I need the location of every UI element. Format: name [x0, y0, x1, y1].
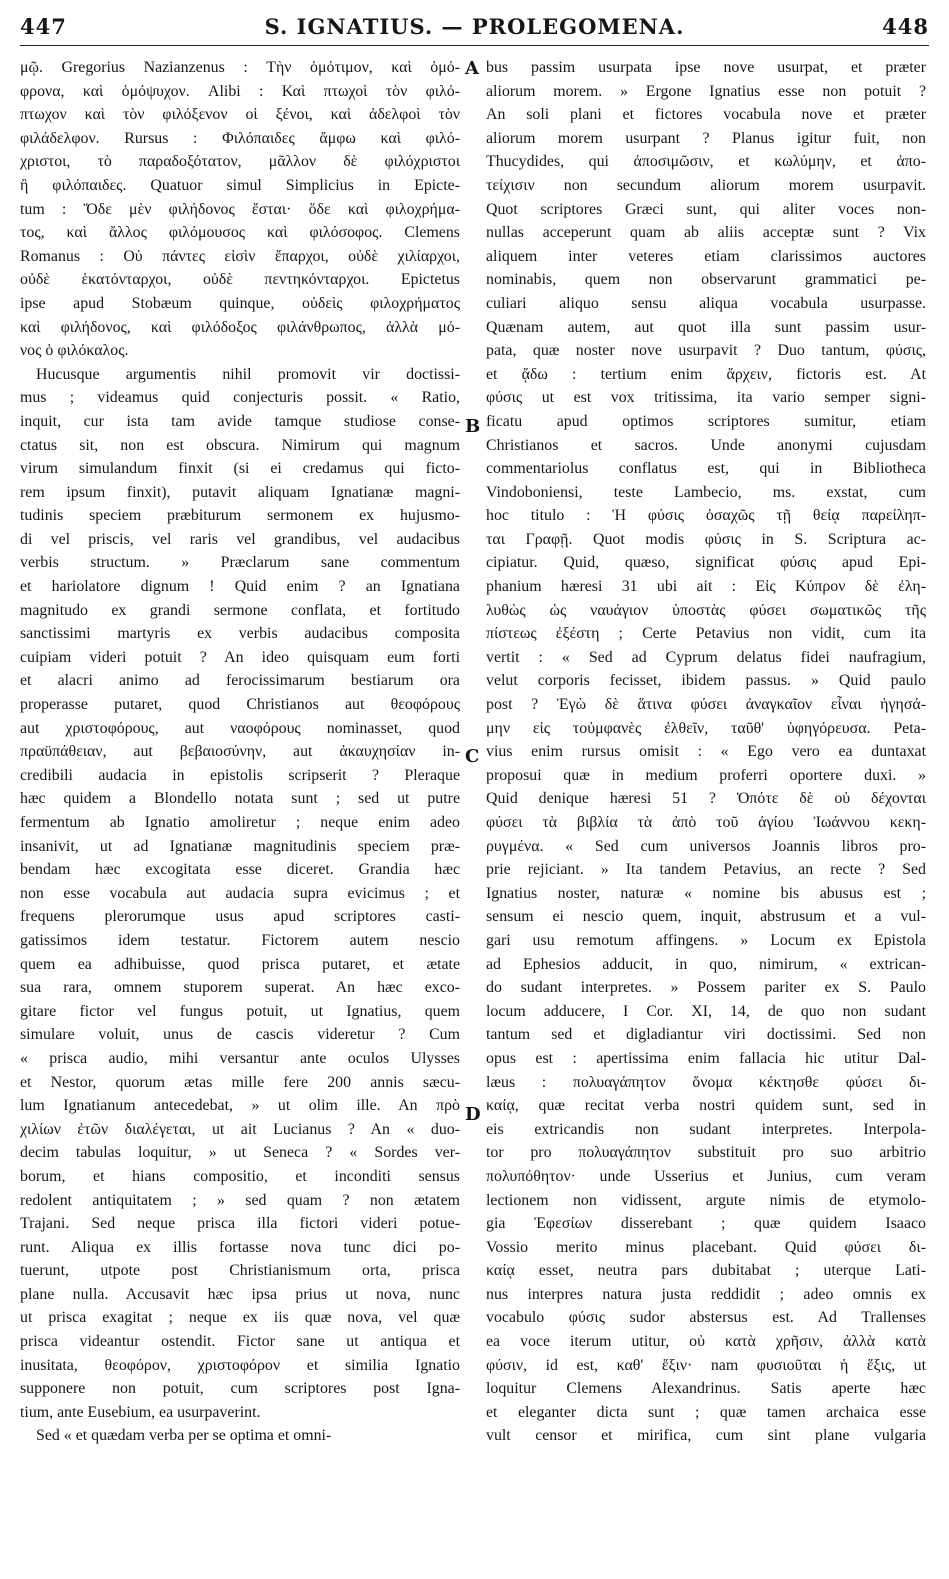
text-line: post ? Ἐγὼ δὲ ἅτινα φύσει ἀναγκαῖον εἶναι ἡγησά- — [486, 696, 926, 714]
text-line: vius enim rursus omisit : « Ego vero ea duntaxat — [486, 743, 926, 761]
text-line: non esse vocabula aut audacia supra evicimus ; et — [20, 884, 460, 902]
text-line: fermentum ab Ignatio amoliretur ; neque enim adeo — [20, 814, 460, 831]
text-line: prisca videantur ostendit. Fictor sane ut antiqua et — [20, 1333, 460, 1351]
text-line: aut χριστοφόρους, aut ναοφόρους nominasset, quod — [20, 719, 460, 737]
text-line: lectionem non vidissent, argute nimis de etymolo- — [486, 1191, 926, 1209]
text-line: ἢ φιλόπαιδες. Quatuor simul Simplicius in Epicte- — [20, 176, 460, 194]
text-line: gia Ἐφεσίων disserebant ; quæ quidem Isaaco — [486, 1215, 926, 1233]
text-line: et alacri animo ad ferocissimarum bestiarum ora — [20, 672, 460, 690]
text-line: rem ipsum finxit), putavit aliquam Ignatianæ magni- — [20, 483, 460, 501]
text-line: Vindoboniensi, teste Lambecio, ms. exstat, cum — [486, 483, 926, 501]
text-line: Christianos et sacros. Unde anonymi cujusdam — [486, 436, 926, 454]
text-line: Quid denique hæresi 51 ? Ὁπότε δὲ οὐ δέχονται — [486, 790, 926, 808]
text-line: πτωχον καὶ τὸν φιλόξενον οἱ ξένοι, καὶ ἀδελφοὶ τὸν — [20, 106, 460, 124]
text-line: καίᾳ, quæ recitat verba nostri quidem sunt, sed in — [486, 1097, 926, 1115]
text-line: An soli plani et fictores vocabula nove et præter — [486, 106, 926, 124]
text-line: et eleganter dicta sunt ; quæ tamen archaica esse — [486, 1403, 926, 1421]
text-line: locum adducere, I Cor. XI, 14, de quo non sudant — [486, 1002, 926, 1020]
text-line: χιλίων ἐτῶν διαλέγεται, ut ait Lucianus ? An « duo- — [20, 1120, 460, 1138]
text-line: mus ; videamus quid conjecturis possit. « Ratio, — [20, 389, 460, 407]
text-line: φύσει τὰ βιβλία τὰ ἀπὸ τοῦ ἁγίου Ἰωάννου κεκη- — [486, 814, 926, 831]
text-line: et ᾄδω : tertium enim ἄρχειν, fictoris est. At — [486, 365, 926, 383]
text-line: cipiatur. Quid, quæso, significat φύσις apud Epi- — [486, 554, 926, 572]
text-line: eis extricandis non sudant interpretes. Interpola- — [486, 1120, 926, 1138]
text-line: et Nestor, quorum ætas mille fere 200 annis sæcu- — [20, 1073, 460, 1091]
text-line: bus passim usurpata ipse nove usurpat, et præter — [486, 59, 926, 76]
text-line: Thucydides, qui ἀποσιμῶσιν, et κωλύμην, et ἀπο- — [486, 153, 926, 171]
text-line: frequens plerorumque usus apud scriptores casti- — [20, 908, 460, 926]
text-line: borum, et hians compositio, et inconditi sensus — [20, 1167, 460, 1185]
text-line: loquitur Clemens Alexandrinus. Satis aperte hæc — [486, 1380, 926, 1398]
text-line: ρυγμένα. « Sed cum universos Joannis libros pro- — [486, 837, 926, 855]
text-line: hoc titulo : Ἡ φύσις ὁσαχῶς τῇ θείᾳ παρείληπ- — [486, 507, 926, 525]
text-line: ad Ephesios adducit, in quo, nimirum, « extrican- — [486, 955, 926, 973]
text-line: simulare voluit, unus de cascis videretur ? Cum — [20, 1026, 460, 1044]
text-line: Trajani. Sed neque prisca illa fictori videri potue- — [20, 1215, 460, 1233]
text-line: læus : πολυαγάπητον ὄνομα κέκτησθε φύσει δι- — [486, 1073, 926, 1091]
text-line: tor pro πολυαγάπητον substituit pro suo arbitrio — [486, 1144, 926, 1162]
text-line: gitare fictor vel fungus potuit, ut Ignatius, quem — [20, 1002, 460, 1020]
text-line: et hariolatore dignum ! Quid enim ? an Ignatiana — [20, 578, 460, 596]
running-title: S. IGNATIUS. — PROLEGOMENA. — [264, 14, 685, 39]
margin-marker-a: A — [465, 58, 479, 79]
text-line: vertit : « Sed ad Cyprum delatus fidei naufragium, — [486, 648, 926, 666]
text-line: decim tabulas loquitur, » ut Seneca ? « Sordes ver- — [20, 1144, 460, 1162]
text-line: inquit, cur ista tam avide tamque studiose conse- — [20, 412, 460, 430]
text-line: aliorum morem usurpant ? Planus igitur fuit, non — [486, 129, 926, 147]
text-line: φύσιν, id est, καθ' ἕξιν· nam φυσιοῦται ἡ ἕξις, ut — [486, 1356, 926, 1374]
text-line: ut prisca exagitat ; neque ex iis quæ nova, vel quæ — [20, 1309, 460, 1327]
text-line: prie rejiciant. » Ita tandem Petavius, an recte ? Sed — [486, 861, 926, 879]
text-line: Vossio merito minus placebant. Quid φύσει δι- — [486, 1238, 926, 1256]
text-line: plane nulla. Accusavit hæc ipsa prius ut nova, nunc — [20, 1285, 460, 1303]
text-line: tium, ante Eusebium, ea usurpaverint. — [20, 1403, 261, 1421]
text-line: aliorum morem. » Ergone Ignatius esse non potuit ? — [486, 82, 926, 100]
text-line: nominabis, quem non observarunt grammatici pe- — [486, 271, 926, 289]
text-line: ficatu apud optimos scriptores sumitur, etiam — [486, 412, 926, 430]
right-column — [486, 56, 926, 1448]
text-line: cuipiam videri potuit ? An ideo quisquam eum forti — [20, 648, 460, 666]
text-line: tuerunt, utpote post Christianismum orta, prisca — [20, 1262, 460, 1280]
text-line: καίᾳ esset, neutra pars dubitabat ; uterque Lati- — [486, 1262, 926, 1280]
page-number-left: 447 — [20, 14, 67, 39]
text-line: inusitata, θεοφόρον, χριστοφόρον et similia Ignatio — [20, 1356, 460, 1374]
text-line: di vel priscis, vel raris vel grandibus, vel audacibus — [20, 530, 460, 548]
text-line: pata, quæ noster nove usurpavit ? Duo tantum, φύσις, — [486, 342, 926, 360]
text-line: λυθὼς ὡς ναυάγιον ὑποστὰς φύσει σωματικῶς τῆς — [486, 601, 926, 619]
text-line: aliquem inter veteres etiam clarissimos auctores — [486, 247, 926, 265]
text-line: φύσις ut est vox tritissima, ita vario semper signi- — [486, 389, 926, 407]
text-line: Quot scriptores Græci sunt, qui aliter voces non- — [486, 200, 926, 218]
text-line: Quænam autem, aut quot illa sunt passim usur- — [486, 318, 926, 336]
text-line: πολυπόθητον· unde Usserius et Junius, cum veram — [486, 1167, 926, 1185]
text-line: ipse apud Stobæum quinque, οὐδεὶς φιλοχρήματος — [20, 294, 460, 312]
page-number-right: 448 — [882, 14, 929, 39]
text-line: ctatus sit, non est obscura. Nimirum qui magnum — [20, 436, 460, 454]
text-line: νος ὁ φιλόκαλος. — [20, 342, 129, 360]
text-line: Hucusque argumentis nihil promovit vir doctissi- — [36, 365, 460, 383]
text-line: proposui quæ in medium proferri oportere duxi. » — [486, 766, 926, 784]
text-line: culiari aliquo sensu aliqua vocabula usurpasse. — [486, 294, 926, 312]
text-line: insanivit, ut ad Ignatianæ magnitudinis speciem præ- — [20, 837, 460, 855]
text-line: tantum sed et digladiantur viri doctissimi. Sed non — [486, 1026, 926, 1044]
text-line: verbis structum. » Præclarum sane commentum — [20, 554, 460, 572]
text-line: μην εἰς τοὐμφανὲς ἐλθεῖν, ταῦθ' ὑφηγόρευσα. Peta- — [486, 719, 926, 737]
text-line: Romanus : Οὐ πάντες εἰσὶν ἔπαρχοι, οὐδὲ χιλίαρχοι, — [20, 247, 460, 265]
text-line: bendam hæc excogitata esse diceret. Grandia hæc — [20, 861, 460, 879]
text-line: redolent antiquitatem ; » sed quam ? non ætatem — [20, 1191, 460, 1209]
text-line: ται Γραφῇ. Quot modis φύσις in S. Scriptura ac- — [486, 530, 926, 548]
text-line: velut corporis fecisset, ibidem passus. » Quid paulo — [486, 672, 926, 690]
text-line: opus est : apertissima enim fallacia hic utitur Dal- — [486, 1049, 926, 1067]
text-line: properasse putaret, quod Christianos aut θεοφόρους — [20, 696, 460, 714]
left-column — [20, 56, 460, 1448]
text-line: φιλάδελφον. Rursus : Φιλόπαιδες ἄμφω καὶ φιλό- — [20, 129, 460, 147]
text-line: commentariolus conflatus est, qui in Bibliotheca — [486, 460, 926, 478]
text-line: πίστεως ἐξέστη ; Certe Petavius non vidit, cum ita — [486, 625, 926, 643]
text-line: do sudant interpretes. » Possem pariter ex S. Paulo — [486, 979, 926, 997]
text-line: nullas acceperunt quam ab aliis acceptæ sunt ? Vix — [486, 224, 926, 242]
text-line: credibili audacia in epistolis scripserit ? Pleraque — [20, 766, 460, 784]
text-line: φρονα, καὶ ὁμόψυχον. Alibi : Καὶ πτωχοὶ τὸν φιλό- — [20, 82, 460, 100]
text-line: quem ea adhibuisse, quod prisca putaret, et ætate — [20, 955, 460, 973]
text-line: virum simulandum finxit (si ei credamus qui ficto- — [20, 460, 460, 478]
text-line: καὶ φιλήδονος, καὶ φιλόδοξος φιλάνθρωπος, ἀλλὰ μό- — [20, 318, 460, 336]
text-line: vocabulo φύσις sudor abstersus est. Ad Trallenses — [486, 1309, 926, 1327]
margin-marker-c: C — [465, 746, 480, 767]
text-line: magnitudo ex grandi sermone conflata, et fortitudo — [20, 601, 460, 619]
text-line: lum Ignatianum antecedebat, » ut olim ille. An πρὸ — [20, 1097, 460, 1115]
text-line: Sed « et quædam verba per se optima et omni- — [36, 1427, 332, 1445]
text-line: sensum ei nescio quem, inquit, abstrusum et a vul- — [486, 908, 926, 926]
text-line: tudinis speciem præbiturum sermonem ex hujusmo- — [20, 507, 460, 525]
margin-marker-b: B — [465, 416, 481, 437]
text-line: nus interpres natura justa reddidit ; adeo omnis ex — [486, 1285, 926, 1303]
text-line: τος, καὶ ἄλλος φιλόμουσος καὶ φιλόσοφος. Clemens — [20, 224, 460, 242]
margin-marker-d: D — [465, 1104, 481, 1125]
text-line: vult censor et mirifica, cum sint plane vulgaria — [486, 1427, 926, 1445]
text-line: runt. Aliqua ex illis fortasse nova tunc dici po- — [20, 1238, 460, 1256]
text-line: πραϋπάθειαν, aut βεβαιοσύνην, aut ἀκαυχησίαν in- — [20, 743, 460, 761]
text-line: οὐδὲ ἑκατόνταρχοι, οὐδὲ πεντηκόνταρχοι. Epictetus — [20, 271, 460, 289]
text-line: μῷ. Gregorius Nazianzenus : Τὴν ὁμότιμον, καὶ ὁμό- — [20, 59, 460, 76]
text-line: gatissimos idem testatur. Fictorem autem nescio — [20, 931, 460, 949]
text-line: supponere non potuit, cum scriptores post Igna- — [20, 1380, 460, 1398]
text-line: « prisca audio, mihi versantur ante oculos Ulysses — [20, 1049, 460, 1067]
page-header — [20, 14, 929, 44]
text-line: Ignatius noster, naturæ « nomine bis abusus est ; — [486, 884, 926, 902]
text-line: χριστοι, τὸ παραδοξότατον, μᾶλλον δὲ φιλόχριστοι — [20, 153, 460, 171]
header-rule — [20, 45, 929, 46]
text-line: sanctissimi martyris ex verbis audacibus composita — [20, 625, 460, 643]
text-line: hæc quidem a Blondello notata sunt ; sed ut putre — [20, 790, 460, 808]
text-line: τείχισιν non secundum aliorum morem usurpavit. — [486, 176, 926, 194]
text-line: phanium hæresi 31 ubi ait : Εἰς Κύπρον δὲ ἐλη- — [486, 578, 926, 596]
text-line: tum : Ὅδε μὲν φιλήδονος ἔσται· ὅδε καὶ φιλοχρήμα- — [20, 200, 460, 218]
text-line: ea voce iterum utitur, οὐ κατὰ χρῆσιν, ἀλλὰ κατὰ — [486, 1333, 926, 1351]
text-line: sua rara, omnem stuporem superat. An hæc exco- — [20, 979, 460, 997]
text-line: gari usu remotum affingens. » Locum ex Epistola — [486, 931, 926, 949]
